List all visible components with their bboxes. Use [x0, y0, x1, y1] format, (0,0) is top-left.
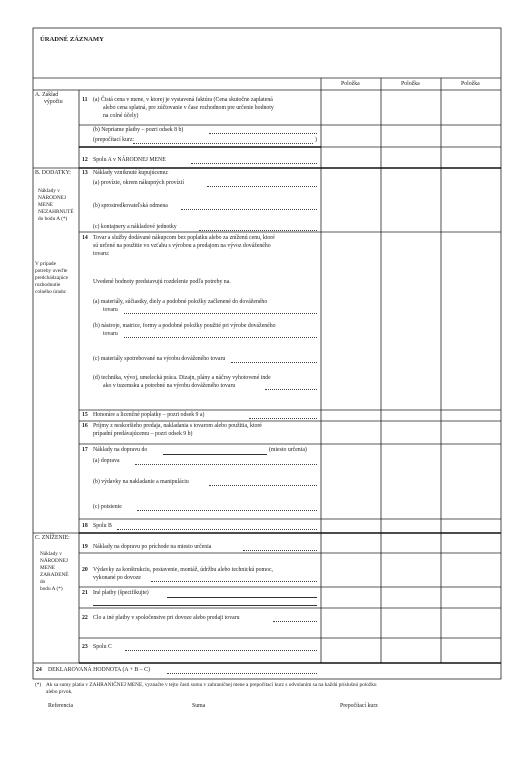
- row-14-number: 14: [82, 235, 88, 241]
- row-21-number: 21: [82, 590, 88, 596]
- section-b-note-2-line: rozhodnutie: [35, 282, 61, 288]
- footnote-line-1: Ak sa sumy platia v ZAHRANIČNEJ MENE, vyznačte v tejto časti sumu v zahraničnej mene a prepočítací kurz s odvolaním sa na každú príslušnú položku: [46, 682, 377, 688]
- row-20-number: 20: [82, 567, 88, 573]
- row-14a-line-1: (a) materiály, súčiastky, diely a podobné položky začlenené do dováženého: [93, 299, 268, 305]
- row-13-label: Náklady vzniknuté kupujúcemu:: [93, 170, 169, 176]
- row-11a-line-1: (a) Čistá cena v mene, v ktorej je vystavená faktúra (Cena skutočne zaplatená: [93, 97, 273, 103]
- row-21-label: Iné platby (špecifikujte): [93, 590, 149, 596]
- row-17a-label: (a) doprava: [93, 458, 120, 464]
- row-14b-line-2: tovaru: [103, 331, 118, 337]
- reference-label: Referencia: [48, 703, 74, 709]
- row-13-number: 13: [82, 170, 88, 176]
- row-18-label: Spolu B: [93, 523, 112, 529]
- row-13c-label: (c) kontajnery a nákladové jednotky: [93, 224, 177, 230]
- row-12-label: Spolu A v NÁRODNEJ MENE: [93, 157, 166, 163]
- section-c-note-line: Náklady v: [40, 551, 62, 557]
- column-header-3: Položka: [461, 81, 480, 87]
- sum-label: Suma: [192, 703, 206, 709]
- section-b-note-2-line: V prípade: [35, 261, 56, 267]
- row-14a-line-2: tovaru: [103, 307, 118, 313]
- row-18-number: 18: [82, 523, 88, 529]
- section-c-note-line: MENE: [40, 565, 56, 571]
- row-14c-label: (c) materiály spotrebované na výrobu dováženého tovaru: [93, 356, 226, 362]
- row-19-label: Náklady na dopravu po príchode na miesto určenia: [93, 544, 212, 550]
- footnote-mark: (*): [35, 682, 42, 688]
- row-12-number: 12: [82, 157, 88, 163]
- row-17-number: 17: [82, 447, 88, 453]
- section-b-note-1-line: Náklady v: [38, 188, 60, 194]
- row-23-number: 23: [82, 644, 88, 650]
- row-15-label: Honoráre a licenčné poplatky – pozri odsek 9 a): [93, 412, 205, 418]
- row-17-place-label: (miesto určenia): [269, 447, 307, 453]
- row-11-number: 11: [82, 97, 88, 103]
- row-16-number: 16: [82, 423, 88, 429]
- section-c-note-line: bodu A (*): [40, 586, 63, 592]
- row-17c-label: (c) poistenie: [93, 504, 122, 510]
- column-header-1: Položka: [341, 81, 360, 87]
- section-b-note-2-line: colného úradu:: [35, 289, 67, 295]
- row-17b-label: (b) výdavky na nakladanie a manipuláciu: [93, 479, 189, 485]
- row-15-number: 15: [82, 412, 88, 418]
- row-16-line-2: prípadní predávajúcemu – pozri odsek 9 b): [93, 431, 193, 437]
- section-c-note-line: do: [40, 579, 46, 585]
- row-11b-label: (b) Nepriame platby – pozri odsek 8 b): [93, 127, 184, 133]
- section-a-title: A. Základ: [35, 92, 59, 98]
- section-c-title: C. ZNÍŽENIE:: [35, 535, 70, 541]
- row-16-line-1: Príjmy z neskoršieho predaja, nakladania s tovarom alebo použitia, ktoré: [93, 423, 262, 429]
- footnote-line-2: alebo prvok.: [46, 689, 73, 695]
- section-b-note-2-line: potreby uveďte: [35, 268, 68, 274]
- row-14-intro: Uvedené hodnoty predstavujú rozdelenie podľa potreby na.: [93, 279, 231, 285]
- row-14d-line-2: ako v tuzemsku a potrebné na výrobu dováženého tovaru: [103, 383, 236, 389]
- section-b-note-1-line: do bodu A (*): [38, 216, 68, 222]
- row-22-label: Clo a iné platby v spoločenstve pri dovoze alebo predaji tovaru: [93, 615, 240, 621]
- row-22-number: 22: [82, 615, 88, 621]
- section-b-note-1-line: MENE: [38, 202, 54, 208]
- row-14-line-3: tovaru:: [93, 251, 110, 257]
- section-b-note-2-line: predchádzajúce: [35, 275, 68, 281]
- row-24-number: 24: [36, 667, 42, 673]
- section-a-subtitle: výpočtu: [44, 99, 63, 105]
- row-13a-label: (a) provízie, okrem nákupných provízií: [93, 180, 184, 186]
- column-header-2: Položka: [401, 81, 420, 87]
- row-11a-line-3: na colné účely): [103, 113, 139, 119]
- row-20-line-2: vykonané po dovoze: [93, 575, 141, 581]
- row-14-line-1: Tovar a služby dodávané nákupcom bez poplatku alebo za zníženú cenu, ktoré: [93, 235, 275, 241]
- row-17-label: Náklady na dopravu do: [93, 447, 148, 453]
- section-b-note-1-line: NÁRODNEJ: [38, 195, 66, 201]
- section-b-note-1-line: NEZAHRNUTÉ: [38, 209, 74, 215]
- row-11-rate-label: (prepočítací kurz:: [93, 137, 135, 143]
- row-23-label: Spolu C: [93, 644, 112, 650]
- section-b-title: B. DODATKY:: [35, 170, 71, 176]
- exchange-rate-label: Prepočítací kurz: [340, 703, 378, 709]
- section-c-note-line: ZARADENÉ: [40, 572, 69, 578]
- row-13b-label: (b) sprostredkovateľská odmena: [93, 203, 168, 209]
- row-14b-line-1: (b) nástroje, matrice, formy a podobné položky použité pri výrobe dováženého: [93, 323, 276, 329]
- row-19-number: 19: [82, 544, 88, 550]
- row-11a-line-2: alebo cena splatná, pre zúčtovanie v čase rozhodnom pre určenie hodnoty: [103, 105, 274, 111]
- header-title: ÚRADNÉ ZÁZNAMY: [40, 36, 104, 43]
- row-20-line-1: Výdavky za konštrukciu, postavenie, montáž, údržbu alebo technickú pomoc,: [93, 567, 273, 573]
- row-24-label: DEKLAROVANÁ HODNOTA (A + B – C): [48, 667, 150, 673]
- section-c-note-line: NÁRODNEJ: [40, 558, 68, 564]
- row-14d-line-1: (d) technika, vývoj, umelecká práca. Dizajn, plány a náčrsy vyhotovené inde: [93, 375, 271, 381]
- row-14-line-2: sú určené na použitie vo vzťahu s výrobou a predajom na vývoz dováženého: [93, 243, 271, 249]
- row-11-rate-close: ): [315, 137, 317, 143]
